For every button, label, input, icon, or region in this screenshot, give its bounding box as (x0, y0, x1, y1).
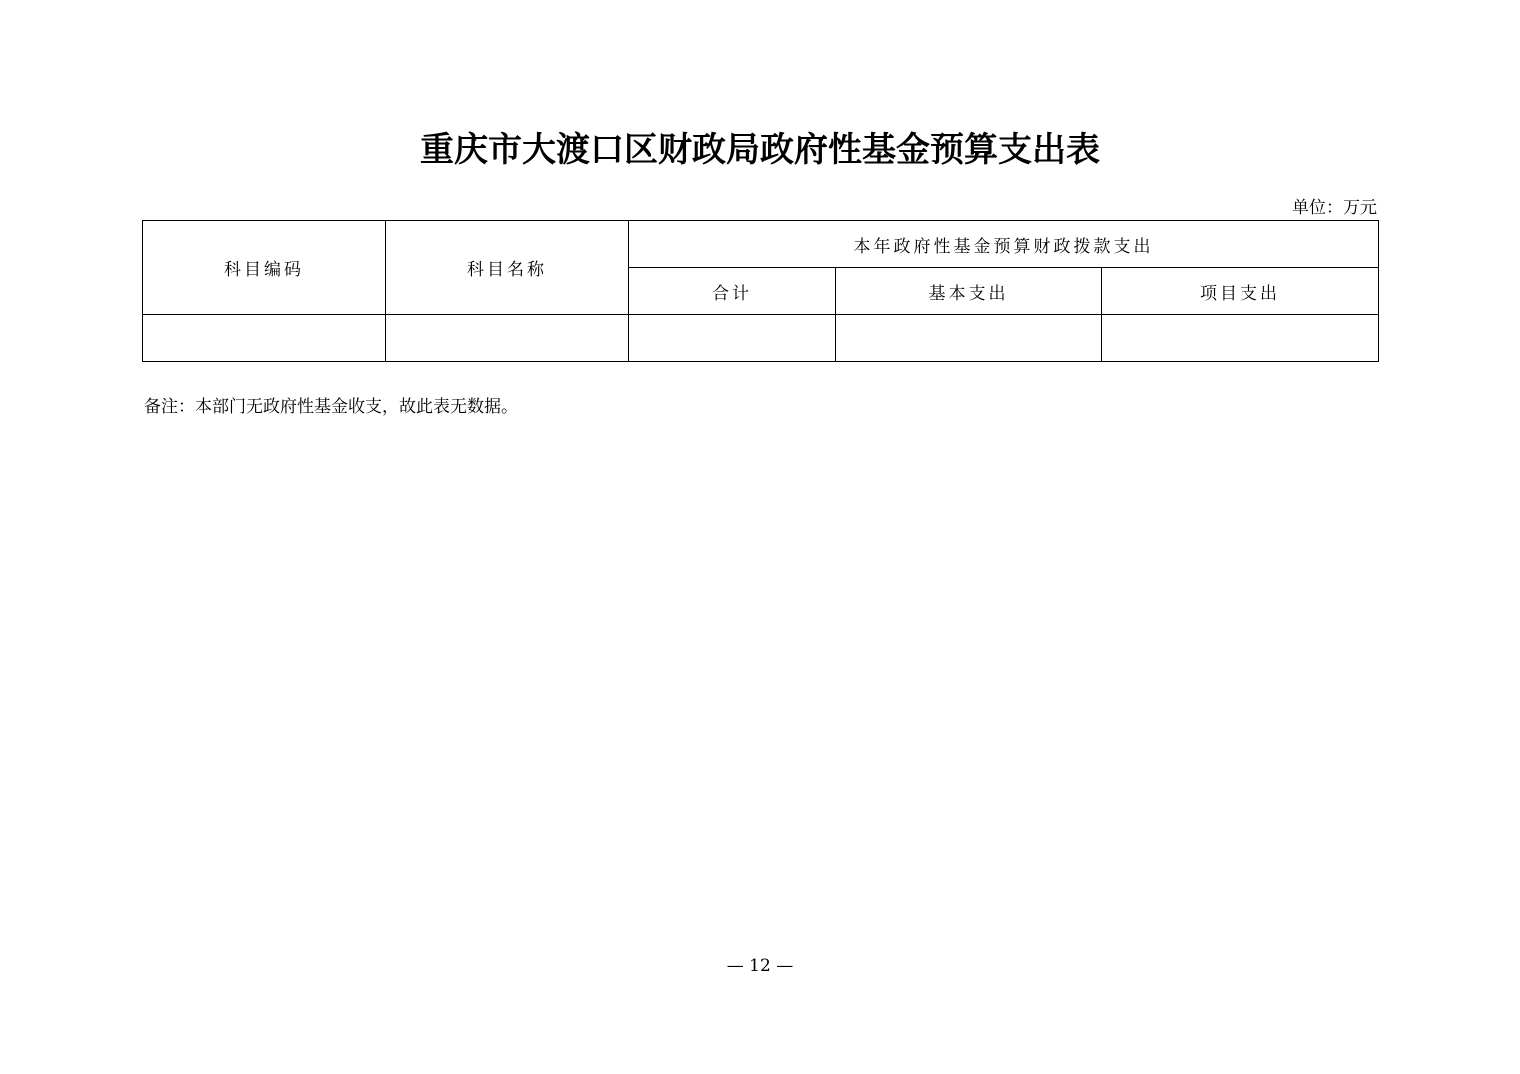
header-group-expenditure: 本年政府性基金预算财政拨款支出 (629, 221, 1379, 268)
page-title: 重庆市大渡口区财政局政府性基金预算支出表 (420, 130, 1100, 170)
budget-table (142, 220, 1379, 362)
cell-project (1102, 315, 1379, 362)
table-header-row (143, 221, 1379, 268)
cell-basic (836, 315, 1102, 362)
cell-code (143, 315, 386, 362)
header-total: 合计 (629, 268, 836, 315)
header-project-expenditure: 项目支出 (1102, 268, 1379, 315)
table-note: 备注：本部门无政府性基金收支，故此表无数据。 (144, 397, 518, 417)
table-row (143, 315, 1379, 362)
cell-name (386, 315, 629, 362)
cell-total (629, 315, 836, 362)
page-number: — 12 — (726, 956, 794, 976)
unit-label: 单位：万元 (1292, 198, 1377, 218)
header-subject-code: 科目编码 (143, 221, 386, 315)
header-subject-name: 科目名称 (386, 221, 629, 315)
header-basic-expenditure: 基本支出 (836, 268, 1102, 315)
